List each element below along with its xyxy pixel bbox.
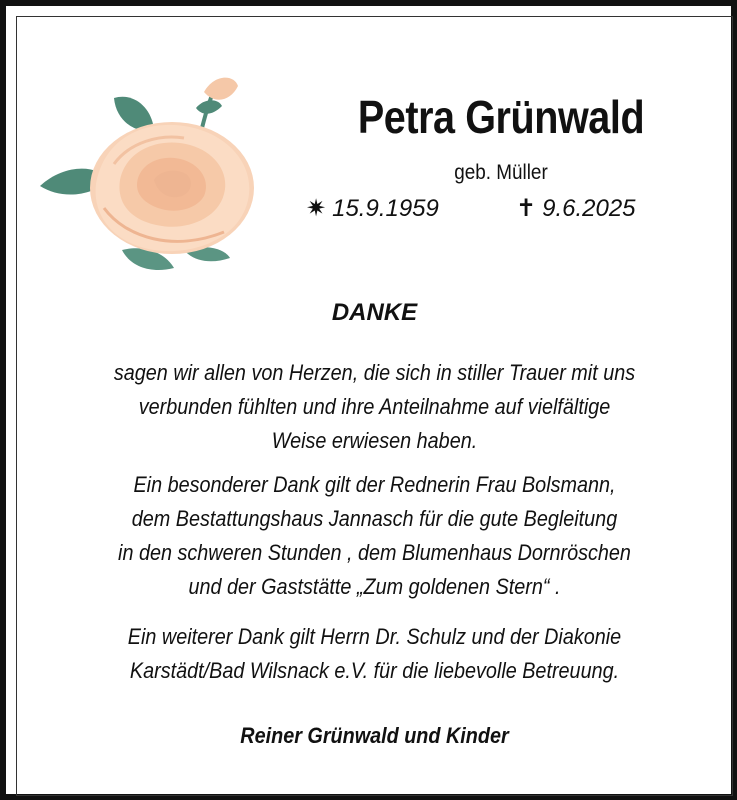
text-line: und der Gaststätte „Zum goldenen Stern“ .: [188, 574, 561, 599]
text-line: dem Bestattungshaus Jannasch für die gute Begleitung: [131, 506, 618, 531]
signature: Reiner Grünwald und Kinder: [240, 723, 509, 748]
birth-date: [306, 194, 439, 223]
text-line: in den schweren Stunden , dem Blumenhaus Dornröschen: [118, 540, 631, 565]
text-line: Ein weiterer Dank gilt Herrn Dr. Schulz und der Diakonie: [127, 624, 622, 649]
text-line: verbunden fühlten und ihre Anteilnahme auf vielfältige: [138, 394, 611, 419]
cross-icon: ✝: [516, 195, 537, 222]
thanks-paragraph-2: [26, 468, 723, 604]
rose-illustration: [34, 68, 266, 278]
birth-star-icon: ✷: [306, 195, 327, 222]
thanks-paragraph-1: [26, 356, 723, 458]
text-line: sagen wir allen von Herzen, die sich in stiller Trauer mit uns: [113, 360, 636, 385]
deceased-name: Petra Grünwald: [357, 91, 645, 143]
birth-date-value: 15.9.1959: [332, 195, 439, 222]
text-line: Ein besonderer Dank gilt der Rednerin Frau Bolsmann,: [133, 472, 616, 497]
heading-danke: DANKE: [331, 299, 418, 326]
death-date: [516, 194, 636, 223]
text-line: Weise erwiesen haben.: [271, 428, 478, 453]
text-line: Karstädt/Bad Wilsnack e.V. für die liebevolle Betreuung.: [129, 658, 620, 683]
thanks-paragraph-3: [26, 620, 723, 688]
death-date-value: 9.6.2025: [542, 195, 636, 222]
maiden-name: geb. Müller: [454, 161, 548, 184]
